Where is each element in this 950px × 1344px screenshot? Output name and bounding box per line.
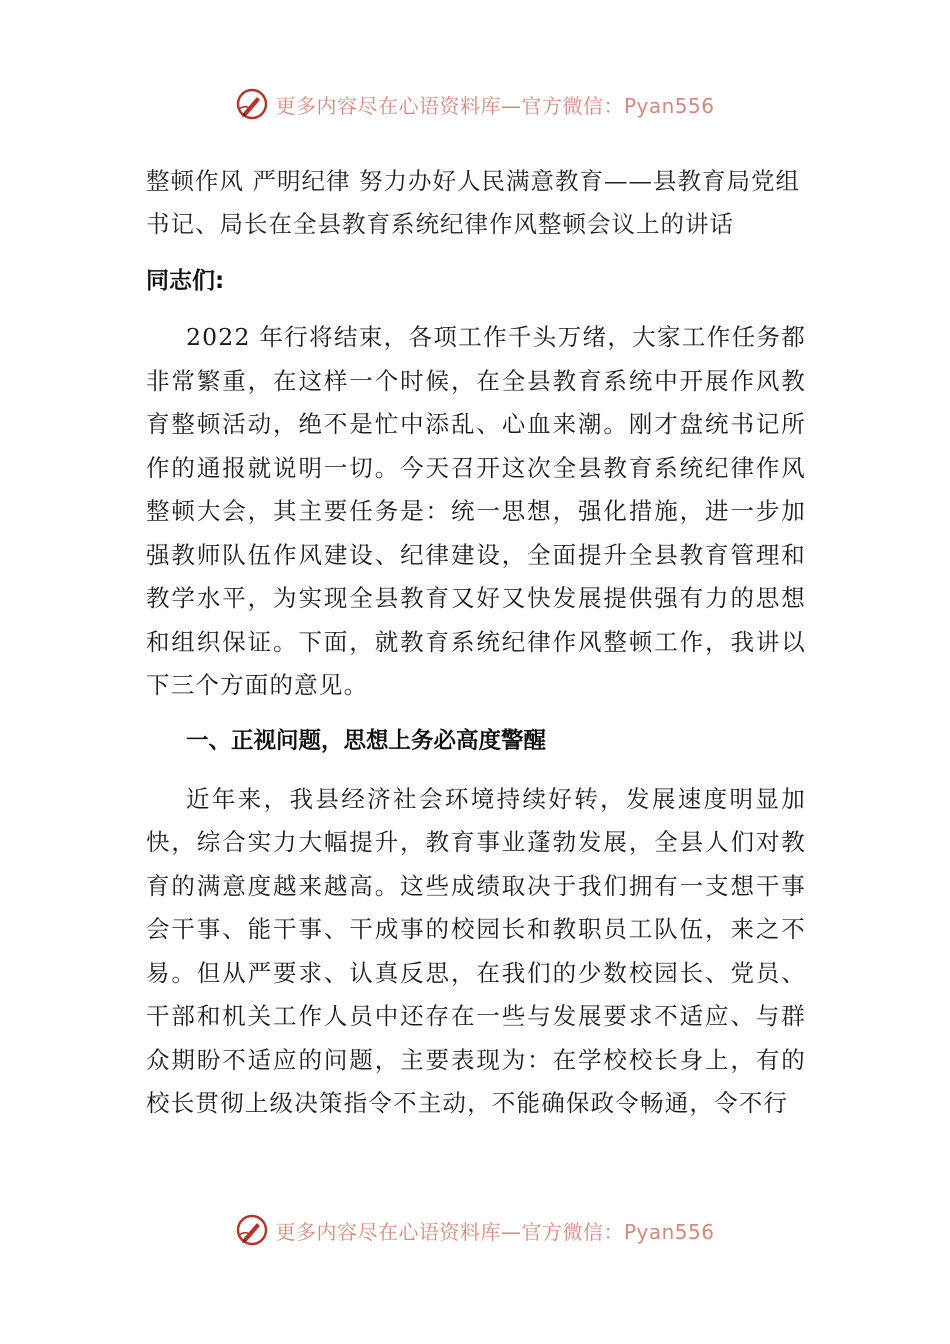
banner-text: 更多内容尽在心语资料库—官方微信：Pyan556 (275, 93, 715, 118)
document-title: 整顿作风 严明纪律 努力办好人民满意教育——县教育局党组书记、局长在全县教育系统纪律作风整顿会议上的讲话 (146, 167, 800, 238)
document-body (146, 160, 806, 1126)
header-banner (0, 84, 950, 124)
section-heading-1: 一、正视问题，思想上务必高度警醒 (186, 727, 547, 754)
greeting: 同志们: (146, 268, 225, 294)
footer-banner (0, 1210, 950, 1250)
pen-logo-icon (235, 1213, 269, 1247)
paragraph-1: 2022 年行将结束，各项工作千头万绪，大家工作任务都非常繁重，在这样一个时候，在全县教育系统中开展作风教育整顿活动，绝不是忙中添乱、心血来潮。刚才盘统书记所作的通报就说明一切。今天召开这次全县教育系统纪律作风整顿大会，其主要任务是：统一思想，强化措施，进一步加强教师队伍作风建设、纪律建设，全面提升全县教育管理和教学水平，为实现全县教育又好又快发展提供强有力的思想和组织保证。下面，就教育系统纪律作风整顿工作，我讲以下三个方面的意见。 (146, 323, 806, 699)
pen-logo-icon (235, 87, 269, 121)
paragraph-2: 近年来，我县经济社会环境持续好转，发展速度明显加快，综合实力大幅提升，教育事业蓬勃发展，全县人们对教育的满意度越来越高。这些成绩取决于我们拥有一支想干事会干事、能干事、干成事的校园长和教职员工队伍，来之不易。但从严要求、认真反思，在我们的少数校园长、党员、干部和机关工作人员中还存在一些与发展要求不适应、与群众期盼不适应的问题，主要表现为：在学校校长身上，有的校长贯彻上级决策指令不主动，不能确保政令畅通，令不行 (146, 784, 806, 1117)
banner-text: 更多内容尽在心语资料库—官方微信：Pyan556 (275, 1219, 715, 1244)
